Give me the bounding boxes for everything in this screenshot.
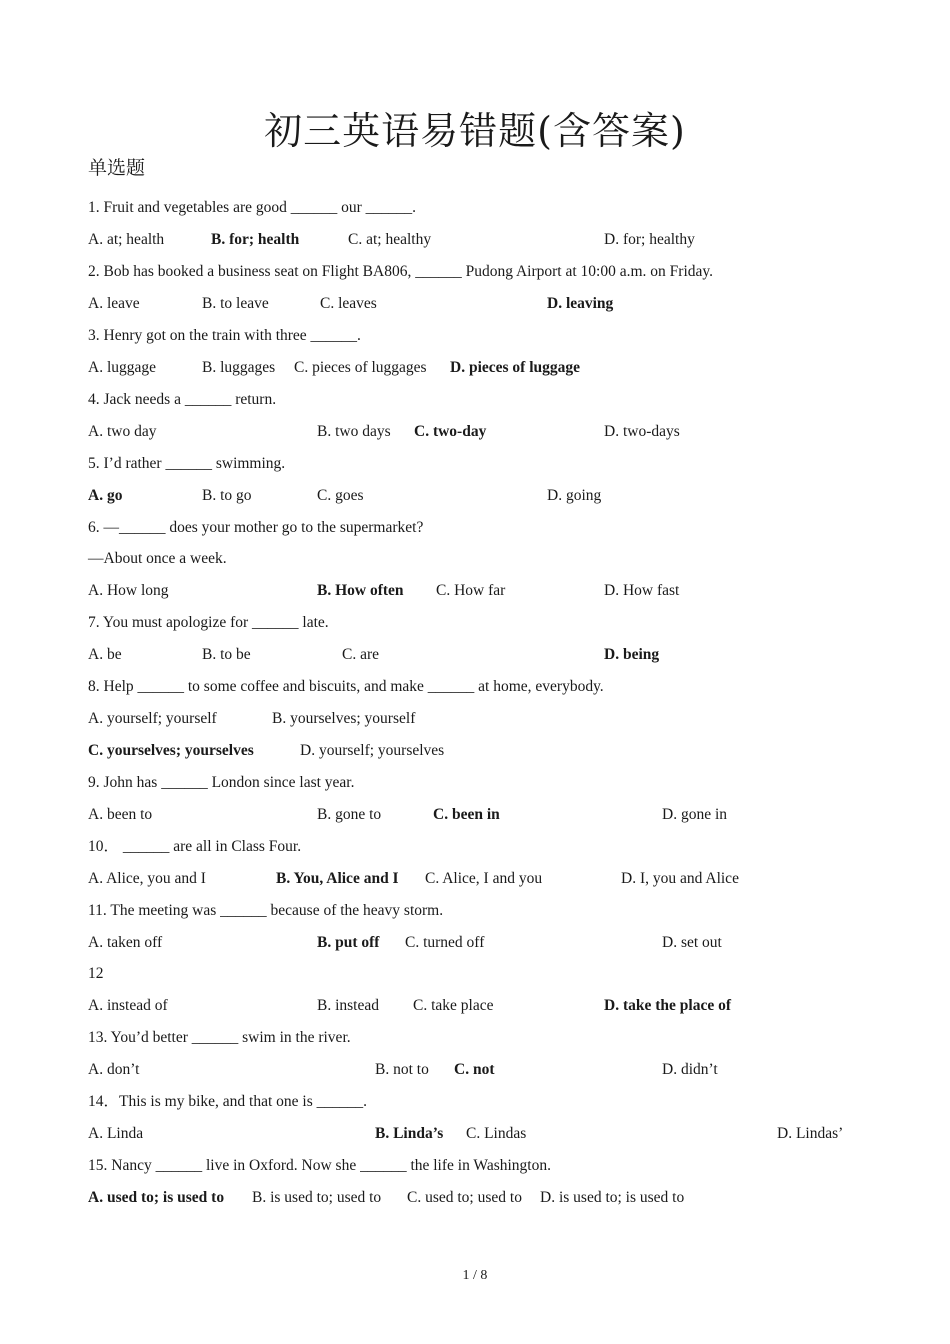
q11-option-a: A. taken off	[88, 934, 163, 951]
q11-option-d: D. set out	[662, 934, 722, 951]
q9-option-d: D. gone in	[662, 806, 728, 823]
q15-option-b: B. is used to; used to	[252, 1189, 382, 1206]
question-13: 13. You’d better ______ swim in the river.	[88, 1029, 351, 1046]
q12-option-d-answer: D. take the place of	[604, 997, 731, 1014]
q8-option-a: A. yourself; yourself	[88, 710, 217, 727]
q9-option-a: A. been to	[88, 806, 153, 823]
question-15: 15. Nancy ______ live in Oxford. Now she ______ the life in Washington.	[88, 1157, 551, 1174]
question-11: 11. The meeting was ______ because of the heavy storm.	[88, 902, 444, 919]
q4-option-d: D. two-days	[604, 423, 680, 440]
q7-option-c: C. are	[342, 646, 380, 663]
q1-option-b-answer: B. for; health	[211, 231, 300, 248]
q14-option-a: A. Linda	[88, 1125, 144, 1142]
question-2: 2. Bob has booked a business seat on Flight BA806, ______ Pudong Airport at 10:00 a.m. on Friday.	[88, 263, 713, 280]
section-heading: 单选题	[88, 157, 146, 179]
question-9: 9. John has ______ London since last year.	[88, 774, 355, 791]
question-8: 8. Help ______ to some coffee and biscuits, and make ______ at home, everybody.	[88, 678, 604, 695]
question-14: 14．This is my bike, and that one is ______.	[88, 1093, 367, 1110]
q1-option-d: D. for; healthy	[604, 231, 695, 248]
q9-option-c-answer: C. been in	[433, 806, 500, 823]
q2-option-b: B. to leave	[202, 295, 269, 312]
q10-option-d: D. I, you and Alice	[621, 870, 739, 887]
q2-option-d-answer: D. leaving	[547, 295, 614, 312]
q5-option-a-answer: A. go	[88, 487, 123, 504]
q6-option-b-answer: B. How often	[317, 582, 404, 599]
document-title: 初三英语易错题(含答案)	[264, 109, 686, 153]
q12-option-c: C. take place	[413, 997, 494, 1014]
q14-option-b-answer: B. Linda’s	[375, 1125, 444, 1142]
question-6: 6. —______ does your mother go to the supermarket?	[88, 519, 424, 536]
q13-option-c-answer: C. not	[454, 1061, 495, 1078]
q15-option-c: C. used to; used to	[407, 1189, 522, 1206]
q10-option-c: C. Alice, I and you	[425, 870, 543, 887]
q8-option-d: D. yourself; yourselves	[300, 742, 445, 759]
q3-option-d-answer: D. pieces of luggage	[450, 359, 581, 376]
q14-option-d: D. Lindas’	[777, 1125, 844, 1142]
q10-option-b-answer: B. You, Alice and I	[276, 870, 399, 887]
q12-option-a: A. instead of	[88, 997, 168, 1014]
q15-option-d: D. is used to; is used to	[540, 1189, 685, 1206]
question-4: 4. Jack needs a ______ return.	[88, 391, 277, 408]
question-6-reply: —About once a week.	[88, 550, 227, 567]
q8-option-b: B. yourselves; yourself	[272, 710, 416, 727]
q14-option-c: C. Lindas	[466, 1125, 527, 1142]
q7-option-d-answer: D. being	[604, 646, 660, 663]
q13-option-a: A. don’t	[88, 1061, 140, 1078]
q1-option-a: A. at; health	[88, 231, 165, 248]
q5-option-c: C. goes	[317, 487, 364, 504]
question-3: 3. Henry got on the train with three ______.	[88, 327, 361, 344]
q4-option-a: A. two day	[88, 423, 157, 440]
question-7: 7. You must apologize for ______ late.	[88, 614, 329, 631]
q8-option-c-answer: C. yourselves; yourselves	[88, 742, 254, 759]
q5-option-b: B. to go	[202, 487, 252, 504]
q6-option-a: A. How long	[88, 582, 169, 599]
question-12: 12	[88, 965, 104, 982]
q4-option-c-answer: C. two-day	[414, 423, 487, 440]
q12-option-b: B. instead	[317, 997, 379, 1014]
q13-option-d: D. didn’t	[662, 1061, 718, 1078]
q9-option-b: B. gone to	[317, 806, 382, 823]
q7-option-b: B. to be	[202, 646, 251, 663]
q7-option-a: A. be	[88, 646, 122, 663]
q11-option-b-answer: B. put off	[317, 934, 380, 951]
q4-option-b: B. two days	[317, 423, 391, 440]
question-5: 5. I’d rather ______ swimming.	[88, 455, 286, 472]
q1-option-c: C. at; healthy	[348, 231, 432, 248]
q6-option-c: C. How far	[436, 582, 506, 599]
q11-option-c: C. turned off	[405, 934, 485, 951]
q2-option-a: A. leave	[88, 295, 140, 312]
q15-option-a-answer: A. used to; is used to	[88, 1189, 225, 1206]
q10-option-a: A. Alice, you and I	[88, 870, 206, 887]
q2-option-c: C. leaves	[320, 295, 377, 312]
q6-option-d: D. How fast	[604, 582, 680, 599]
q3-option-a: A. luggage	[88, 359, 157, 376]
page-number: 1 / 8	[462, 1268, 488, 1283]
q13-option-b: B. not to	[375, 1061, 429, 1078]
question-10: 10． ______ are all in Class Four.	[88, 838, 302, 855]
q3-option-c: C. pieces of luggages	[294, 359, 427, 376]
question-1: 1. Fruit and vegetables are good ______ our ______.	[88, 199, 417, 216]
q5-option-d: D. going	[547, 487, 602, 504]
q3-option-b: B. luggages	[202, 359, 276, 376]
